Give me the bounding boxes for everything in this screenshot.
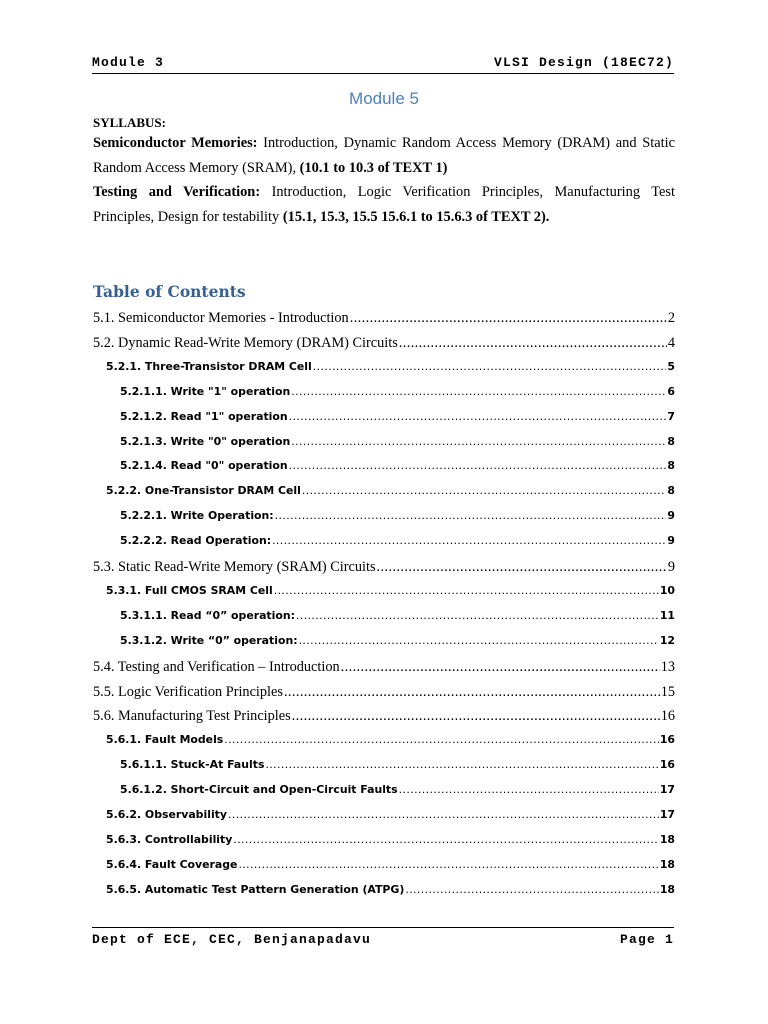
toc-dot-leader [377,559,667,576]
toc-entry-title: 5.3. Static Read-Write Memory (SRAM) Circuits [93,559,376,575]
syllabus-paragraph-memories [93,131,675,180]
syllabus-text-memories: Introduction, Dynamic Random Access Memory (DRAM) and Static Random Access Memory (SRAM), [93,135,675,176]
page-title: Module 5 [349,89,419,108]
toc-entry[interactable] [106,484,675,497]
footer-page-number: Page 1 [619,932,674,947]
toc-entry[interactable] [93,559,675,576]
toc-entry-page: 13 [660,658,675,675]
toc-entry-title: 5.3.1.1. Read “0” operation: [120,608,295,622]
toc-entry-page: 18 [659,857,675,871]
toc-dot-leader [399,783,659,796]
toc-entry-title: 5.6.1.2. Short-Circuit and Open-Circuit Faults [120,783,398,797]
toc-entry-page: 5 [667,359,675,373]
toc-entry-title: 5.4. Testing and Verification – Introduction [93,658,340,675]
toc-dot-leader [350,310,667,327]
toc-entry-title: 5.2.1. Three-Transistor DRAM Cell [106,359,312,373]
toc-entry-page: 10 [659,583,675,597]
toc-entry-page: 18 [659,832,675,846]
toc-entry[interactable] [120,509,675,522]
toc-dot-leader [284,684,660,701]
toc-entry-title: 5.2.1.3. Write "0" operation [120,434,291,448]
toc-entry-title: 5.6.1. Fault Models [106,733,224,747]
toc-dot-leader [302,484,667,497]
toc-entry-title: 5.6.4. Fault Coverage [106,857,238,871]
syllabus-ref-testing: (15.1, 15.3, 15.5 15.6.1 to 15.6.3 of TEXT 2). [282,208,550,225]
toc-entry-page: 8 [667,484,675,498]
toc-entry-page: 16 [659,733,675,747]
toc-entry-title: 5.2.2.2. Read Operation: [120,534,272,548]
toc-entry-title: 5.5. Logic Verification Principles [93,683,283,700]
header-course: VLSI Design (18EC72) [493,55,674,70]
toc-dot-leader [289,459,667,472]
toc-heading: Table of Contents [93,282,246,301]
toc-entry-title: 5.3.1.2. Write “0” operation: [120,633,298,647]
toc-entry[interactable] [120,634,675,647]
syllabus-topic-memories: Semiconductor Memories: [93,135,258,151]
toc-entry[interactable] [93,659,675,676]
toc-entry-page: 17 [659,808,675,821]
toc-entry[interactable] [120,435,675,448]
toc-dot-leader [291,435,666,448]
toc-entry-page: 9 [667,559,675,575]
toc-entry[interactable] [106,858,675,871]
toc-dot-leader [341,659,660,676]
toc-entry-page: 9 [667,509,675,523]
toc-entry[interactable] [120,385,675,398]
toc-entry[interactable] [120,758,675,771]
page-footer [92,932,674,947]
syllabus-text-testing: Introduction, Logic Verification Principles, Manufacturing Test Principles, Design for testability [93,184,675,225]
toc-dot-leader [299,634,659,647]
footer-divider [92,927,674,928]
toc-entry-page: 7 [667,409,675,423]
toc-dot-leader [275,509,667,522]
toc-entry-page: 16 [660,708,675,725]
toc-dot-leader [272,534,666,547]
toc-entry-title: 5.2.1.4. Read "0" operation [120,459,288,473]
toc-entry-page: 18 [659,882,675,896]
toc-entry-page: 9 [667,534,675,548]
toc-entry-title: 5.6.3. Controllability [106,832,233,846]
toc-entry-title: 5.2.1.2. Read "1" operation [120,409,288,423]
toc-entry[interactable] [106,883,675,896]
toc-dot-leader [405,883,659,896]
toc-entry[interactable] [93,310,675,327]
toc-entry-title: 5.6. Manufacturing Test Principles [93,708,291,725]
toc-entry-title: 5.1. Semiconductor Memories - Introduction [93,310,349,326]
toc-entry-page: 12 [659,633,675,647]
toc-entry-page: 8 [667,434,675,448]
toc-entry-page: 2 [667,310,675,326]
toc-entry-title: 5.2. Dynamic Read-Write Memory (DRAM) Circuits [93,334,398,351]
toc-entry-title: 5.2.1.1. Write "1" operation [120,384,291,398]
footer-department: Dept of ECE, CEC, Benjanapadavu [92,932,372,947]
toc-entry[interactable] [120,459,675,472]
toc-entry[interactable] [120,534,675,547]
toc-entry-page: 4 [667,334,675,351]
toc-entry-title: 5.6.1.1. Stuck-At Faults [120,758,265,772]
toc-dot-leader [274,584,659,597]
toc-entry-page: 6 [667,384,675,398]
toc-dot-leader [399,335,667,352]
toc-entry[interactable] [120,609,675,622]
toc-entry-title: 5.6.5. Automatic Test Pattern Generation (ATPG) [106,882,405,896]
toc-entry[interactable] [106,833,675,846]
toc-entry-title: 5.6.2. Observability [106,808,227,821]
toc-dot-leader [291,385,666,398]
toc-entry[interactable] [93,335,675,352]
toc-dot-leader [238,858,658,871]
toc-entry[interactable] [106,808,675,821]
header-module: Module 3 [92,55,165,70]
toc-entry-page: 8 [667,459,675,473]
syllabus-topic-testing: Testing and Verification: [93,184,261,200]
toc-entry[interactable] [106,584,675,597]
toc-dot-leader [265,758,658,771]
page-header [92,55,674,70]
syllabus-label: SYLLABUS: [93,115,166,130]
toc-entry-title: 5.2.2.1. Write Operation: [120,509,274,523]
toc-entry-title: 5.2.2. One-Transistor DRAM Cell [106,484,301,498]
toc-entry[interactable] [93,684,675,701]
toc-entry-page: 11 [659,608,675,622]
header-divider [92,73,674,74]
syllabus-paragraph-testing [93,180,675,229]
toc-entry-page: 15 [660,683,675,700]
syllabus-ref-memories: (10.1 to 10.3 of TEXT 1) [299,159,448,176]
toc-dot-leader [296,609,659,622]
toc-entry[interactable] [120,783,675,796]
toc-dot-leader [292,708,660,725]
toc-entry-page: 17 [659,783,675,797]
syllabus-section [93,115,675,229]
toc-entry-page: 16 [659,758,675,772]
toc-entry[interactable] [120,410,675,423]
toc-entry[interactable] [93,708,675,725]
toc-dot-leader [313,360,667,373]
toc-entry[interactable] [106,733,675,746]
toc-dot-leader [233,833,659,846]
toc-dot-leader [224,733,659,746]
toc-entry[interactable] [106,360,675,373]
toc-dot-leader [228,808,659,821]
toc-dot-leader [289,410,667,423]
toc-entry-title: 5.3.1. Full CMOS SRAM Cell [106,583,273,597]
